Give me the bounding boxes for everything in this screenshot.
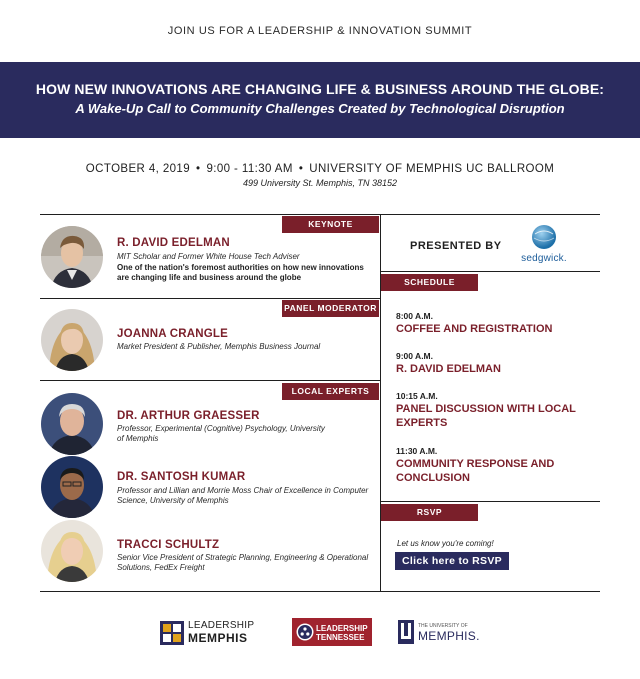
lm-line1: LEADERSHIP xyxy=(188,620,255,631)
moderator-tab: PANEL MODERATOR xyxy=(282,300,379,317)
bullet-separator: • xyxy=(196,163,201,175)
schedule-item: PANEL DISCUSSION WITH LOCAL EXPERTS xyxy=(396,403,576,429)
bullet-separator: • xyxy=(298,163,304,175)
keynote-tab: KEYNOTE xyxy=(282,216,379,233)
schedule-item: COFFEE AND REGISTRATION xyxy=(396,323,553,335)
lt-line2: TENNESSEE xyxy=(316,633,365,642)
schedule-time: 10:15 A.M. xyxy=(396,391,438,401)
leadership-tennessee-logo xyxy=(292,618,372,646)
event-time: 9:00 - 11:30 AM xyxy=(206,163,293,175)
divider xyxy=(40,214,600,215)
sedgwick-logo-text: sedgwick. xyxy=(521,253,567,264)
speaker-title: Professor and Lillian and Morrie Moss Chair of Excellence in Computer Science, University of Memphis xyxy=(117,486,369,505)
divider xyxy=(40,591,600,592)
leadership-memphis-logo xyxy=(160,620,270,646)
event-subtitle: A Wake-Up Call to Community Challenges Created by Technological Disruption xyxy=(75,101,565,116)
event-venue: UNIVERSITY OF MEMPHIS UC BALLROOM xyxy=(309,163,555,175)
divider xyxy=(40,380,380,381)
speaker-title: Senior Vice President of Strategic Planning, Engineering & Operational Solutions, FedEx Freight xyxy=(117,553,369,572)
speaker-name: DR. ARTHUR GRAESSER xyxy=(117,410,260,422)
avatar-crangle xyxy=(41,309,103,371)
schedule-time: 9:00 A.M. xyxy=(396,351,434,361)
speaker-title: Professor, Experimental (Cognitive) Psychology, University of Memphis xyxy=(117,424,325,443)
schedule-time: 11:30 A.M. xyxy=(396,446,438,456)
speaker-name: JOANNA CRANGLE xyxy=(117,328,228,340)
university-memphis-logo xyxy=(398,619,488,647)
avatar-schultz xyxy=(41,520,103,582)
speaker-title: MIT Scholar and Former White House Tech Adviser xyxy=(117,252,300,261)
summit-tagline: JOIN US FOR A LEADERSHIP & INNOVATION SUMMIT xyxy=(167,25,473,37)
um-mark-icon xyxy=(398,620,414,644)
tn-star-icon xyxy=(296,623,314,641)
um-small-text: THE UNIVERSITY OF xyxy=(418,623,468,629)
lm-line2: MEMPHIS xyxy=(188,631,248,645)
globe-icon xyxy=(531,224,557,250)
rsvp-button[interactable]: Click here to RSVP xyxy=(395,552,509,570)
sedgwick-logo xyxy=(516,224,572,268)
event-title: HOW NEW INNOVATIONS ARE CHANGING LIFE & BUSINESS AROUND THE GLOBE: xyxy=(35,81,605,97)
avatar-edelman xyxy=(41,226,103,288)
event-date: OCTOBER 4, 2019 xyxy=(85,163,191,175)
event-details xyxy=(0,163,640,175)
experts-tab: LOCAL EXPERTS xyxy=(282,383,379,400)
lm-mark-icon xyxy=(160,621,184,645)
divider xyxy=(40,298,380,299)
schedule-time: 8:00 A.M. xyxy=(396,311,434,321)
schedule-item: COMMUNITY RESPONSE AND CONCLUSION xyxy=(396,458,555,484)
title-banner xyxy=(0,62,640,138)
schedule-tab: SCHEDULE xyxy=(381,274,478,291)
avatar-graesser xyxy=(41,393,103,455)
speaker-title: Market President & Publisher, Memphis Business Journal xyxy=(117,342,321,351)
presented-by-label: PRESENTED BY xyxy=(410,240,502,252)
lt-line1: LEADERSHIP xyxy=(316,624,368,633)
schedule-item: R. DAVID EDELMAN xyxy=(396,363,501,375)
um-big-text: MEMPHIS. xyxy=(418,629,480,643)
divider xyxy=(380,271,600,272)
speaker-name: TRACCI SCHULTZ xyxy=(117,539,220,551)
speaker-name: R. DAVID EDELMAN xyxy=(117,237,230,249)
rsvp-prompt: Let us know you're coming! xyxy=(397,539,494,548)
speaker-description: One of the nation's foremost authorities on how new innovations are changing life and business around the globe xyxy=(117,263,364,282)
speaker-name: DR. SANTOSH KUMAR xyxy=(117,471,246,483)
event-address: 499 University St. Memphis, TN 38152 xyxy=(242,178,398,188)
avatar-kumar xyxy=(41,456,103,518)
rsvp-tab: RSVP xyxy=(381,504,478,521)
divider xyxy=(380,501,600,502)
